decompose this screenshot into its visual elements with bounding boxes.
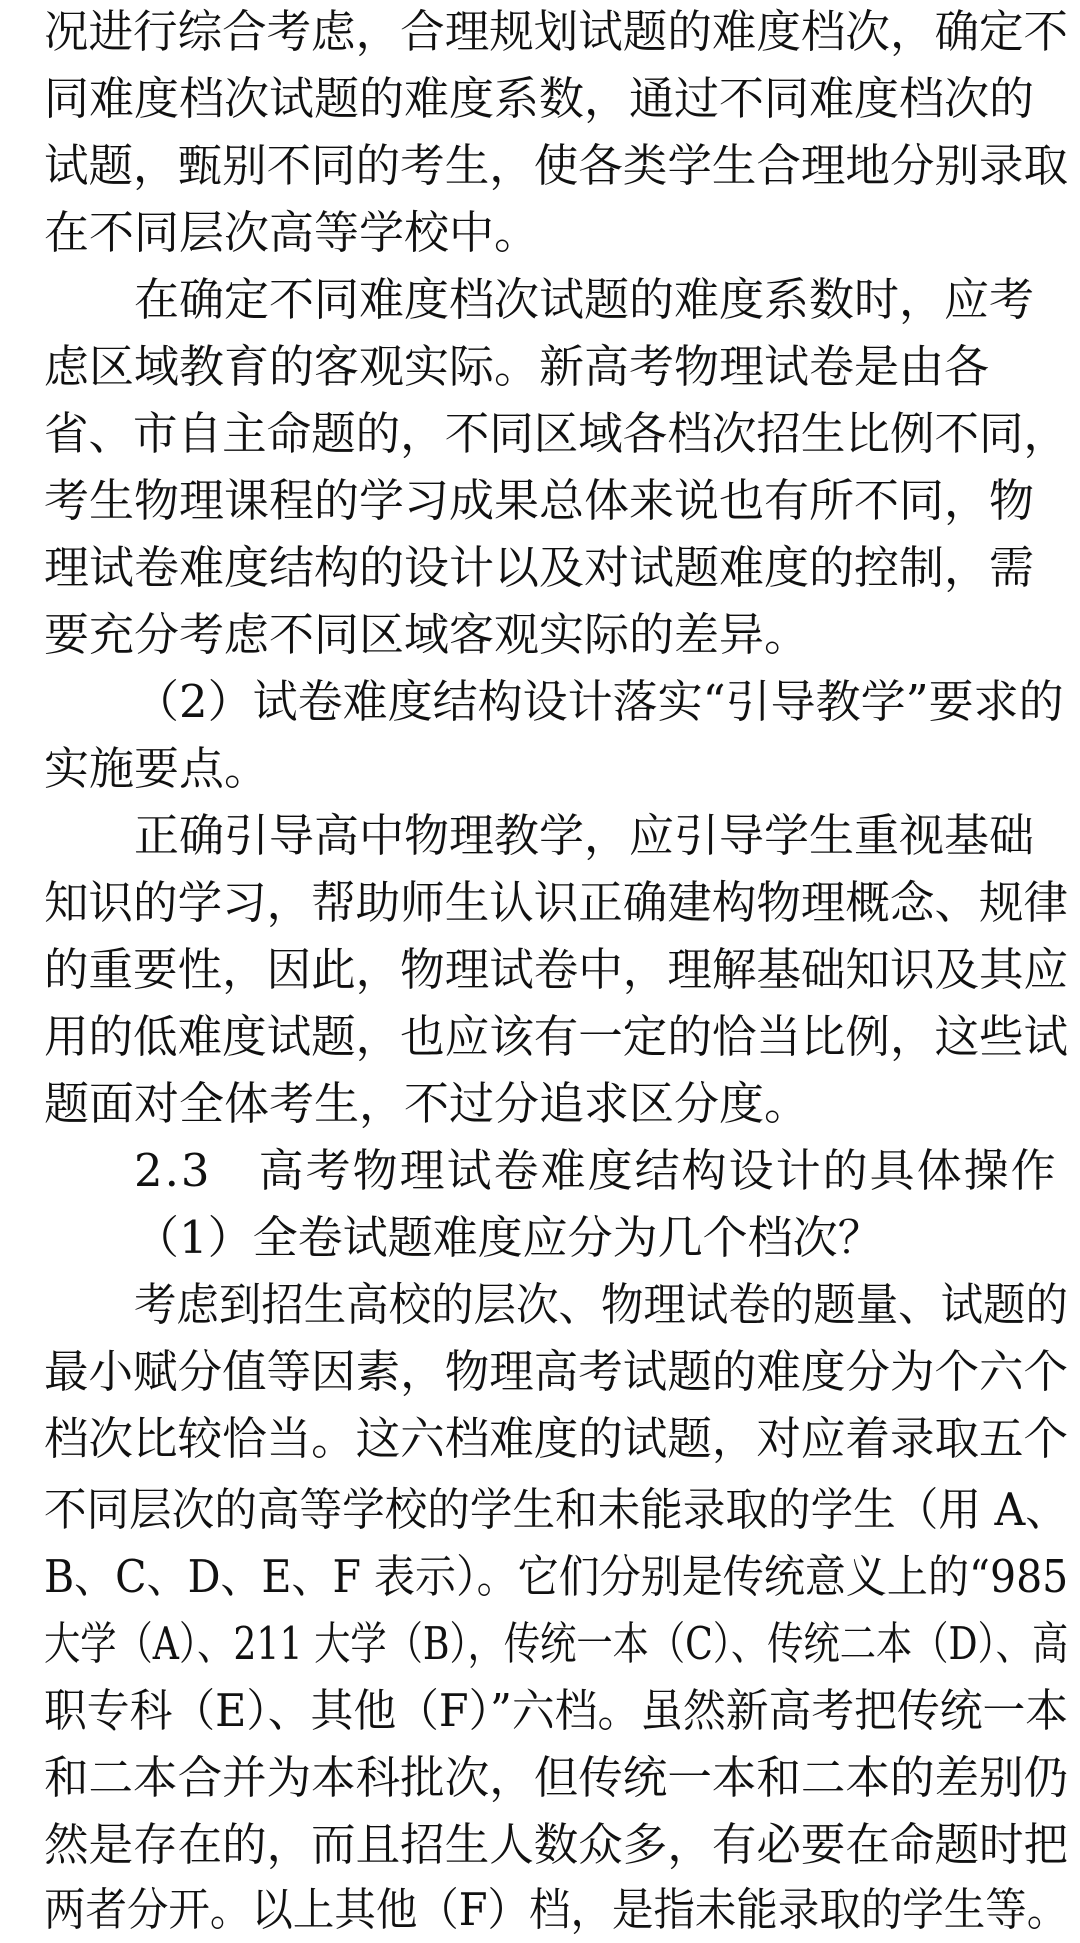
paragraph-first-line: 考虑到招生高校的层次、物理试卷的题量、试题的 xyxy=(134,1278,1068,1331)
paragraph-first-line: 在确定不同难度档次试题的难度系数时，应考 xyxy=(134,273,1035,326)
text-line: 的重要性，因此，物理试卷中，理解基础知识及其应 xyxy=(44,943,1069,996)
text-line: 两者分开。以上其他（F）档，是指未能录取的学生等。 xyxy=(44,1883,1069,1936)
text-line: 档次比较恰当。这六档难度的试题，对应着录取五个 xyxy=(44,1412,1069,1465)
subsection-heading: （1）全卷试题难度应分为几个档次？ xyxy=(134,1211,883,1264)
text-line: 大学（A）、211 大学（B），传统一本（C）、传统二本（D）、高 xyxy=(44,1617,1069,1670)
text-line: B、C、D、E、F 表示）。它们分别是传统意义上的“985 xyxy=(44,1550,1069,1603)
text-line: 考生物理课程的学习成果总体来说也有所不同，物 xyxy=(44,474,1035,527)
text-line: 虑区域教育的客观实际。新高考物理试卷是由各 xyxy=(44,340,990,393)
text-line: 省、市自主命题的，不同区域各档次招生比例不同， xyxy=(44,407,1069,460)
text-line: 况进行综合考虑，合理规划试题的难度档次，确定不 xyxy=(44,5,1069,58)
paragraph-first-line: 正确引导高中物理教学，应引导学生重视基础 xyxy=(134,809,1035,862)
section-heading: 2.3 高考物理试卷难度结构设计的具体操作 xyxy=(134,1144,1058,1197)
text-line: 理试卷难度结构的设计以及对试题难度的控制，需 xyxy=(44,541,1035,594)
subsection-heading: （2）试卷难度结构设计落实“引导教学”要求的 xyxy=(134,675,1064,728)
text-line: 然是存在的，而且招生人数众多，有必要在命题时把 xyxy=(44,1818,1069,1871)
text-line: 知识的学习，帮助师生认识正确建构物理概念、规律 xyxy=(44,876,1069,929)
text-line: 实施要点。 xyxy=(44,742,270,795)
text-line: 试题，甄别不同的考生，使各类学生合理地分别录取 xyxy=(44,139,1069,192)
text-line: 题面对全体考生，不过分追求区分度。 xyxy=(44,1077,810,1130)
text-line: 同难度档次试题的难度系数，通过不同难度档次的 xyxy=(44,72,1035,125)
text-line: 职专科（E）、其他（F）”六档。虽然新高考把传统一本 xyxy=(44,1684,1069,1737)
text-line: 最小赋分值等因素，物理高考试题的难度分为个六个 xyxy=(44,1345,1069,1398)
text-line: 用的低难度试题，也应该有一定的恰当比例，这些试 xyxy=(44,1010,1069,1063)
text-line: 要充分考虑不同区域客观实际的差异。 xyxy=(44,608,810,661)
text-line: 在不同层次高等学校中。 xyxy=(44,206,540,259)
text-line: 不同层次的高等学校的学生和未能录取的学生（用 A、 xyxy=(44,1483,1068,1536)
text-line: 和二本合并为本科批次，但传统一本和二本的差别仍 xyxy=(44,1751,1069,1804)
